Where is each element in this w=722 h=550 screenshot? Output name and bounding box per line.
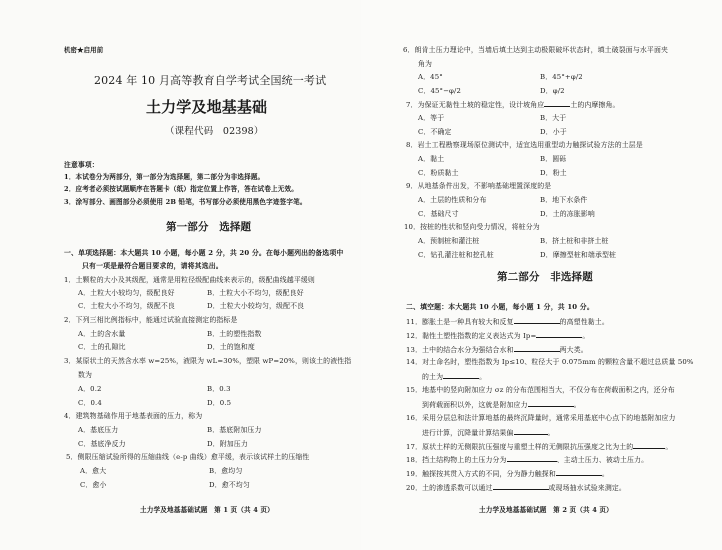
question-9-option-d: D．土的冻胀影响 — [540, 210, 595, 218]
exam-page-2 — [361, 0, 722, 550]
question-2-stem: 2．下列三相比例指标中，能通过试验直接测定的指标是 — [64, 316, 238, 324]
question-3-option-c: C．0.4 — [78, 399, 102, 407]
question-9-option-a: A．土层的性质和分布 — [418, 196, 487, 204]
fill-question-16-tail: 。 — [547, 429, 555, 437]
fill-question-14-tail: 。 — [479, 373, 487, 381]
question-8-option-d: D．粉土 — [540, 169, 567, 177]
fill-question-14-cont — [422, 371, 486, 382]
fill-question-15: 15．地基中的竖向附加应力 σz 的分布范围相当大，不仅分布在荷载面积之内，还分布 — [406, 386, 675, 394]
fill-question-11-text: 11．膨胀土是一种具有较大和反复 — [406, 318, 514, 326]
fill-question-19-text: 19．触探按其贯入方式的不同，分为静力触探和 — [406, 470, 556, 478]
course-code: （课程代码 02398） — [165, 126, 264, 137]
answer-blank — [633, 441, 665, 449]
page-footer: 土力学及地基基础试题 第 1 页（共 4 页） — [140, 506, 274, 514]
section1-intro-cont: 只有一项是最符合题目要求的，请将其选出。 — [82, 262, 223, 270]
fill-question-15-tail: 。 — [573, 401, 581, 409]
question-10-stem: 10．按桩的性状和竖向受力情况，将桩分为 — [404, 223, 540, 231]
question-5-option-a: A．愈大 — [80, 467, 107, 475]
answer-blank — [514, 427, 548, 435]
fill-question-17-text: 17．原状土样的无侧限抗压强度与重塑土样的无侧限抗压强度之比为土的 — [406, 443, 634, 451]
fill-question-13-tail: 两大类。 — [559, 346, 588, 354]
question-2-option-d: D．土的饱和度 — [207, 343, 255, 351]
fill-question-18-text: 18．挡土结构物上的土压力分为 — [406, 456, 507, 464]
section1-intro: 一、单项选择题：本大题共 10 小题，每小题 2 分，共 20 分。在每小题列出的备选项中 — [64, 249, 344, 257]
answer-blank — [493, 482, 549, 490]
fill-question-17-tail: 。 — [665, 443, 673, 451]
notice-item: 1．本试卷分为两部分，第一部分为选择题，第二部分为非选择题。 — [64, 173, 265, 181]
fill-question-12-tail: 。 — [582, 332, 590, 340]
question-3-option-d: D．0.5 — [207, 399, 232, 407]
question-1-option-d: D．土粒大小较均匀，级配不良 — [207, 302, 305, 310]
fill-question-20 — [406, 482, 626, 493]
question-7-stem-post: 土的内摩擦角。 — [570, 101, 620, 109]
question-1-option-b: B．土粒大小不均匀，级配良好 — [207, 289, 304, 297]
fill-question-16-cont — [422, 427, 555, 438]
question-5-option-b: B．愈均匀 — [209, 467, 243, 475]
notice-item: 3．涂写部分、画图部分必须使用 2B 铅笔，书写部分必须使用黑色字迹签字笔。 — [64, 198, 307, 206]
answer-blank — [507, 454, 557, 462]
answer-blank — [514, 344, 560, 352]
question-7-stem-pre: 7．为保证无黏性土坡的稳定性，设计坡角应 — [406, 101, 545, 109]
fill-question-11 — [406, 316, 609, 327]
fill-question-14: 14．对土命名时，塑性指数为 Ip≤10、粒径大于 0.075mm 的颗粒含量不超过总质量 50% — [406, 358, 694, 366]
question-7-option-d: D．小于 — [540, 128, 567, 136]
question-7-stem — [406, 99, 620, 110]
question-6-option-d: D．φ/2 — [540, 87, 565, 95]
fill-question-16-text: 进行计算，沉降量计算结果偏 — [422, 429, 514, 437]
question-9-option-b: B．地下水条件 — [540, 196, 588, 204]
question-8-option-b: B．圆砾 — [540, 155, 567, 163]
question-7-option-b: B．大于 — [540, 114, 567, 122]
question-7-option-c: C．不确定 — [418, 128, 452, 136]
answer-blank — [536, 330, 582, 338]
question-5-option-d: D．愈不均匀 — [209, 481, 250, 489]
question-10-option-a: A．预制桩和灌注桩 — [418, 237, 480, 245]
notice-heading: 注意事项： — [64, 161, 99, 169]
fill-question-18 — [406, 454, 648, 465]
question-4-option-d: D．附加压力 — [207, 440, 248, 448]
fill-question-12 — [406, 330, 589, 341]
answer-blank — [544, 99, 570, 107]
answer-blank — [528, 399, 574, 407]
question-4-stem: 4．建筑物基础作用于地基表面的压力，称为 — [64, 412, 203, 420]
question-4-option-b: B．基底附加压力 — [207, 426, 262, 434]
question-5-stem: 5．侧限压缩试验所得的压缩曲线（e-p 曲线）愈平缓，表示该试样土的压缩性 — [66, 453, 310, 461]
question-3-stem-cont: 数为 — [78, 371, 93, 379]
question-9-stem: 9．从地基条件出发，不影响基础埋置深度的是 — [406, 182, 552, 190]
question-2-option-c: C．土的孔隙比 — [78, 343, 126, 351]
question-3-stem: 3．某原状土的天然含水率 w=25%，液限为 wL=30%，塑限 wP=20%，则该土的液性指 — [64, 357, 352, 365]
part2-title: 第二部分 非选择题 — [497, 271, 593, 283]
question-10-option-c: C．钻孔灌注桩和挖孔桩 — [418, 251, 494, 259]
question-3-option-b: B．0.3 — [207, 385, 231, 393]
fill-question-11-tail: 的高塑性黏土。 — [559, 318, 609, 326]
fill-question-13-text: 13．土中的结合水分为强结合水和 — [406, 346, 514, 354]
question-3-option-a: A．0.2 — [78, 385, 102, 393]
page-footer: 土力学及地基基础试题 第 2 页（共 4 页） — [479, 506, 613, 514]
question-6-option-b: B．45°+φ/2 — [540, 73, 583, 81]
subject-title: 土力学及地基基础 — [146, 98, 268, 116]
section2-intro: 二、填空题：本大题共 10 小题，每小题 1 分，共 10 分。 — [406, 303, 594, 311]
question-2-option-a: A．土的含水量 — [78, 330, 126, 338]
question-8-stem: 8．岩土工程勘察现场原位测试中，适宜选用重型动力触探试验方法的土层是 — [406, 141, 643, 149]
question-1-stem: 1．土颗粒的大小及其级配，通常是用粒径级配曲线来表示的，级配曲线越平缓则 — [64, 276, 315, 284]
fill-question-12-text: 12．黏性土塑性指数的定义表达式为 Ip= — [406, 332, 537, 340]
fill-question-20-tail: 或现场抽水试验来测定。 — [548, 484, 626, 492]
question-6-stem: 6．朗肯土压力理论中，当墙后填土达到主动极限破坏状态时，填土破裂面与水平面夹 — [403, 46, 669, 54]
question-2-option-b: B．土的塑性指数 — [207, 330, 262, 338]
fill-question-18-tail: 、主动土压力、被动土压力。 — [556, 456, 649, 464]
exam-title: 2024 年 10 月高等教育自学考试全国统一考试 — [94, 74, 327, 87]
question-4-option-a: A．基底压力 — [78, 426, 119, 434]
fill-question-19-tail: 。 — [601, 470, 609, 478]
fill-question-19 — [406, 468, 609, 479]
question-1-option-c: C．土粒大小不均匀，级配不良 — [78, 302, 175, 310]
notice-item: 2．应考者必须按试题顺序在答题卡（纸）指定位置上作答，答在试卷上无效。 — [64, 185, 299, 193]
fill-question-15-cont — [422, 399, 581, 410]
answer-blank — [556, 468, 602, 476]
question-6-option-c: C．45°−φ/2 — [418, 87, 462, 95]
question-7-option-a: A．等于 — [418, 114, 445, 122]
fill-question-13 — [406, 344, 588, 355]
question-4-option-c: C．基底净反力 — [78, 440, 126, 448]
question-5-option-c: C．愈小 — [80, 481, 107, 489]
question-8-option-c: C．粉质黏土 — [418, 169, 459, 177]
question-9-option-c: C．基础尺寸 — [418, 210, 459, 218]
fill-question-15-text: 到荷载面积以外，这就是附加应力 — [422, 401, 528, 409]
question-10-option-b: B．挤土桩和非挤土桩 — [540, 237, 609, 245]
question-6-option-a: A．45° — [418, 73, 443, 81]
question-10-option-d: D．摩擦型桩和端承型桩 — [540, 251, 617, 259]
fill-question-16: 16．采用分层总和法计算地基的最终沉降量时，通常采用基底中心点下的地基附加应力 — [406, 414, 676, 422]
part1-title: 第一部分 选择题 — [166, 221, 252, 233]
fill-question-14-text: 的土为 — [422, 373, 444, 381]
answer-blank — [443, 371, 479, 379]
question-1-option-a: A．土粒大小较均匀，级配良好 — [78, 289, 175, 297]
question-8-option-a: A．黏土 — [418, 155, 445, 163]
question-6-stem-cont: 角为 — [418, 60, 433, 68]
answer-blank — [514, 316, 560, 324]
confidential-label: 机密★启用前 — [64, 46, 104, 54]
fill-question-20-text: 20．土的渗透系数可以通过 — [406, 484, 493, 492]
fill-question-17 — [406, 441, 672, 452]
